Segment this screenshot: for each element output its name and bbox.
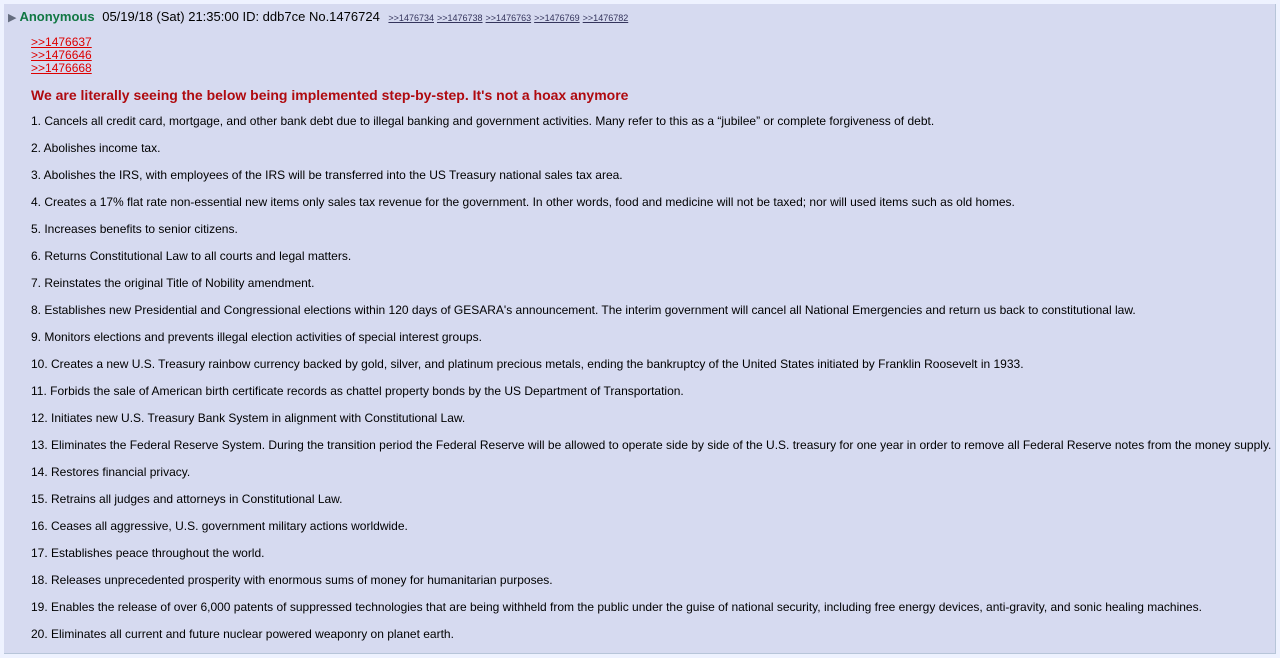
list-item: 10. Creates a new U.S. Treasury rainbow currency backed by gold, silver, and platinum precious metals, ending the bankruptcy of the United States initiated by Franklin Roosevelt in 1933. [31,357,1024,371]
list-item: 9. Monitors elections and prevents illegal election activities of special interest groups. [31,330,482,344]
list-item: 16. Ceases all aggressive, U.S. government military actions worldwide. [31,519,408,533]
expand-arrow-icon[interactable]: ▶ [8,12,17,24]
quote-link[interactable]: >>1476637 [31,35,92,49]
list-item: 7. Reinstates the original Title of Nobility amendment. [31,276,315,290]
quote-links [31,36,1271,75]
quote-link[interactable]: >>1476668 [31,61,92,75]
backlinks [385,9,628,24]
backlink[interactable]: >>1476738 [436,13,483,23]
list-item: 15. Retrains all judges and attorneys in Constitutional Law. [31,492,343,506]
post-header [8,10,628,25]
quote-link[interactable]: >>1476646 [31,48,92,62]
list-item: 18. Releases unprecedented prosperity with enormous sums of money for humanitarian purposes. [31,573,553,587]
backlink[interactable]: >>1476734 [388,13,434,23]
list-item: 17. Establishes peace throughout the world. [31,546,265,560]
list-item: 5. Increases benefits to senior citizens. [31,222,238,236]
poster-id: ID: ddb7ce [242,9,306,24]
post-headline: We are literally seeing the below being implemented step-by-step. It's not a hoax anymore [31,87,629,103]
list-item: 19. Enables the release of over 6,000 patents of suppressed technologies that are being withheld from the public under the guise of national security, including free energy devices, anti-gravity, and sonic healing machines. [31,600,1202,614]
list-item: 2. Abolishes income tax. [31,141,161,155]
list-item: 6. Returns Constitutional Law to all courts and legal matters. [31,249,352,263]
list-item: 14. Restores financial privacy. [31,465,191,479]
list-item: 20. Eliminates all current and future nuclear powered weaponry on planet earth. [31,627,454,641]
reply-post [4,4,1276,654]
list-item: 12. Initiates new U.S. Treasury Bank System in alignment with Constitutional Law. [31,411,466,425]
post-number[interactable]: No.1476724 [308,9,380,24]
list-item: 13. Eliminates the Federal Reserve System. During the transition period the Federal Reserve will be allowed to operate side by side of the U.S. treasury for one year in order to remove all Federal Reserve notes from the money supply. [31,438,1272,452]
list-item: 4. Creates a 17% flat rate non-essential new items only sales tax revenue for the government. In other words, food and medicine will not be taxed; nor will used items such as old homes. [31,195,1015,209]
list-item: 3. Abolishes the IRS, with employees of the IRS will be transferred into the US Treasury national sales tax area. [31,168,623,182]
list-item: 1. Cancels all credit card, mortgage, and other bank debt due to illegal banking and government activities. Many refer to this as a “jubilee” or complete forgiveness of debt. [31,114,935,128]
backlink[interactable]: >>1476782 [582,13,629,23]
backlink[interactable]: >>1476769 [534,13,580,23]
list-item: 8. Establishes new Presidential and Congressional elections within 120 days of GESARA's announcement. The interim government will cancel all National Emergencies and return us back to constitutional law. [31,303,1136,317]
post-message [31,36,1271,654]
list-item: 11. Forbids the sale of American birth certificate records as chattel property bonds by the US Department of Transportation. [31,384,684,398]
item-list [31,114,1271,642]
post-datetime: 05/19/18 (Sat) 21:35:00 [102,9,239,24]
poster-name: Anonymous [19,9,95,24]
backlink[interactable]: >>1476763 [485,13,532,23]
